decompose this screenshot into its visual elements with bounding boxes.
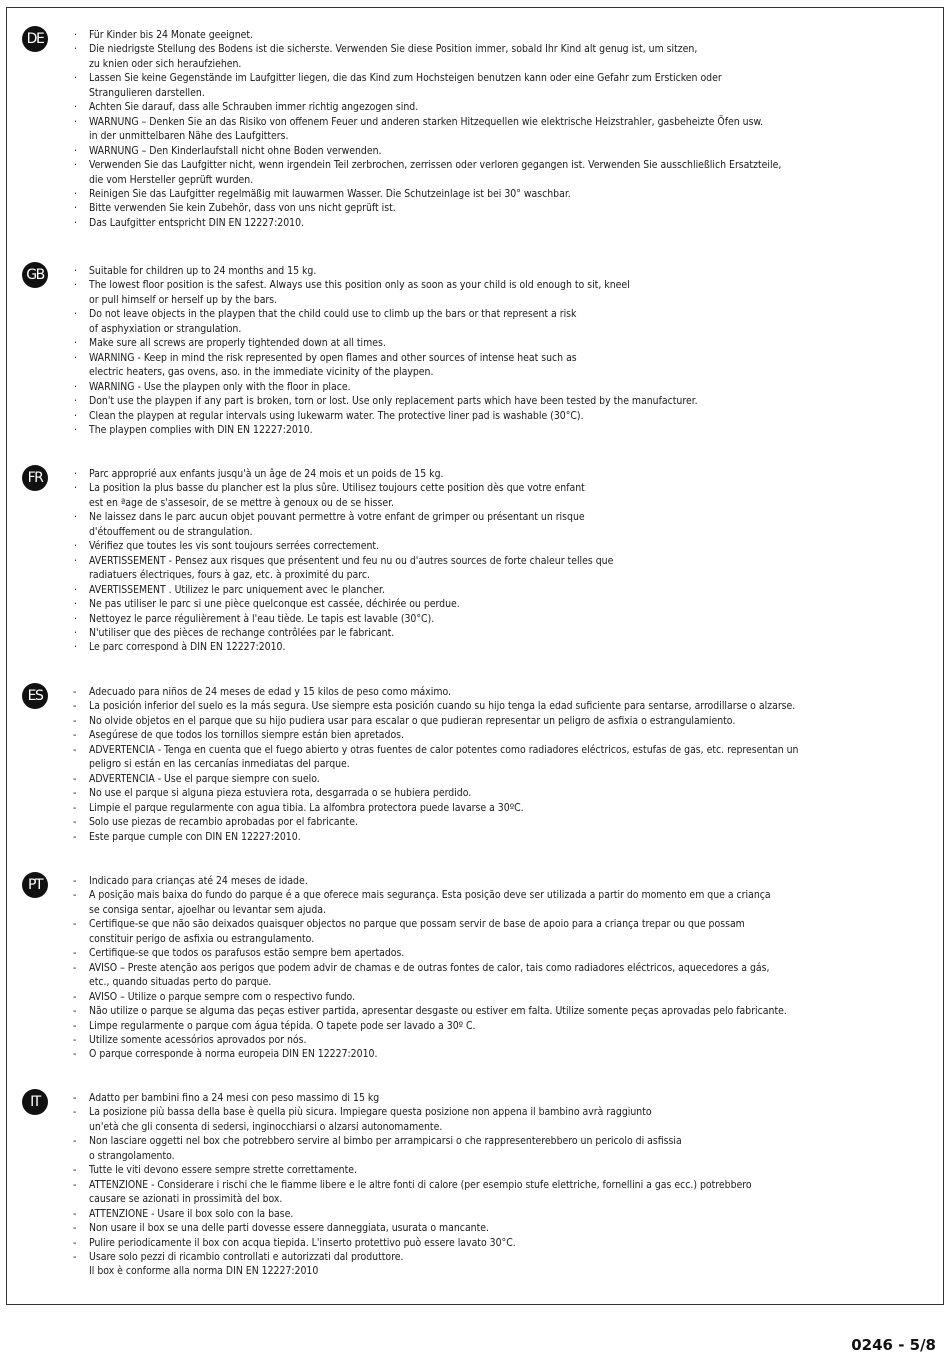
language-badge-fr: FR [22, 465, 48, 491]
instruction-list-pt [72, 874, 902, 1062]
language-badge-de: DE [22, 26, 48, 52]
list-item: · Für Kinder bis 24 Monate geeignet. [72, 28, 902, 42]
list-item: - Usare solo pezzi di ricambio controllati e autorizzati dal produttore. [72, 1250, 902, 1264]
list-item: - Adecuado para niños de 24 meses de edad y 15 kilos de peso como máximo. [72, 685, 902, 699]
list-item: · Die niedrigste Stellung des Bodens ist die sicherste. Verwenden Sie diese Position immer, sobald Ihr Kind alt genug ist, um sitzen, zu knien oder sich heraufziehen. [72, 42, 902, 71]
list-item: - La posizione più bassa della base è quella più sicura. Impiegare questa posizione non appena il bambino avrà raggiunto un'età che gli consenta di sedersi, inginocchiarsi o alzarsi autonomamente. [72, 1105, 902, 1134]
list-item: · WARNING - Keep in mind the risk represented by open flames and other sources of intense heat such as electric heaters, gas ovens, aso. in the immediate vicinity of the playpen. [72, 351, 902, 380]
list-item: - ATTENZIONE - Considerare i rischi che le fiamme libere e le altre fonti di calore (per esempio stufe elettriche, fornellini a gas ecc.) potrebbero causare se azionati in prossimità del box. [72, 1178, 902, 1207]
list-item: · WARNUNG – Den Kinderlaufstall nicht ohne Boden verwenden. [72, 144, 902, 158]
list-item: · WARNING - Use the playpen only with the floor in place. [72, 380, 902, 394]
list-item: - Tutte le viti devono essere sempre strette correttamente. [72, 1163, 902, 1177]
list-item: - Non usare il box se una delle parti dovesse essere danneggiata, usurata o mancante. [72, 1221, 902, 1235]
list-item: · N'utiliser que des pièces de rechange contrôlées par le fabricant. [72, 626, 902, 640]
instruction-list-gb [72, 264, 902, 437]
language-badge-pt: PT [22, 872, 48, 898]
list-item: - Certifique-se que todos os parafusos estão sempre bem apertados. [72, 946, 902, 960]
list-item: - ADVERTENCIA - Tenga en cuenta que el fuego abierto y otras fuentes de calor potentes como radiadores eléctricos, estufas de gas, etc. representan un peligro si están en las cercanías inmediatas del parque. [72, 743, 902, 772]
list-item: - Non lasciare oggetti nel box che potrebbero servire al bimbo per arrampicarsi o che rappresenterebbero un pericolo di asfissia o strangolamento. [72, 1134, 902, 1163]
list-item: - ATTENZIONE - Usare il box solo con la base. [72, 1207, 902, 1221]
list-item: - Asegúrese de que todos los tornillos siempre están bien apretados. [72, 728, 902, 742]
list-item: · Achten Sie darauf, dass alle Schrauben immer richtig angezogen sind. [72, 100, 902, 114]
list-item: · Bitte verwenden Sie kein Zubehör, dass von uns nicht geprüft ist. [72, 201, 902, 215]
language-badge-it: IT [22, 1089, 48, 1115]
list-item: · Das Laufgitter entspricht DIN EN 12227:2010. [72, 216, 902, 230]
list-item: · La position la plus basse du plancher est la plus sûre. Utilisez toujours cette position dès que votre enfant est en ªage de s'assesoir, de se mettre à genoux ou de se hisser. [72, 481, 902, 510]
list-item: - Pulire periodicamente il box con acqua tiepida. L'inserto protettivo può essere lavato 30°C. [72, 1236, 902, 1250]
list-item: - ADVERTENCIA - Use el parque siempre con suelo. [72, 772, 902, 786]
list-item: - Limpe regularmente o parque com água tépida. O tapete pode ser lavado a 30º C. [72, 1019, 902, 1033]
list-item: - Utilize somente acessórios aprovados por nós. [72, 1033, 902, 1047]
list-item: · Le parc correspond à DIN EN 12227:2010. [72, 640, 902, 654]
list-item: · Nettoyez le parce régulièrement à l'eau tiède. Le tapis est lavable (30°C). [72, 612, 902, 626]
instruction-list-fr [72, 467, 902, 655]
list-item: · Lassen Sie keine Gegenstände im Laufgitter liegen, die das Kind zum Hochsteigen benutzen kann oder eine Gefahr zum Ersticken oder Strangulieren darstellen. [72, 71, 902, 100]
list-item: · Suitable for children up to 24 months and 15 kg. [72, 264, 902, 278]
instruction-list-it [72, 1091, 902, 1279]
list-item: - Solo use piezas de recambio aprobadas por el fabricante. [72, 815, 902, 829]
list-item: - A posição mais baixa do fundo do parque é a que oferece mais segurança. Esta posição deve ser utilizada a partir do momento em que a criança se consiga sentar, ajoelhar ou levantar sem ajuda. [72, 888, 902, 917]
list-item: - Indicado para crianças até 24 meses de idade. [72, 874, 902, 888]
instruction-list-es [72, 685, 902, 844]
language-badge-gb: GB [22, 262, 48, 288]
list-item: · Parc approprié aux enfants jusqu'à un âge de 24 mois et un poids de 15 kg. [72, 467, 902, 481]
list-item: Il box è conforme alla norma DIN EN 12227:2010 [89, 1265, 319, 1278]
list-item: · The playpen complies with DIN EN 12227:2010. [72, 423, 902, 437]
list-item: - Limpie el parque regularmente con agua tibia. La alfombra protectora puede lavarse a 30ºC. [72, 801, 902, 815]
list-item: · Vérifiez que toutes les vis sont toujours serrées correctement. [72, 539, 902, 553]
list-item: · Do not leave objects in the playpen that the child could use to climb up the bars or that represent a risk of asphyxiation or strangulation. [72, 307, 902, 336]
instruction-list-de [72, 28, 902, 230]
list-item: · Ne laissez dans le parc aucun objet pouvant permettre à votre enfant de grimper ou présentant un risque d'étouffement ou de strangulation. [72, 510, 902, 539]
list-item: - AVISO – Preste atenção aos perigos que podem advir de chamas e de outras fontes de calor, tais como radiadores eléctricos, aquecedores a gás, etc., quando situadas perto do parque. [72, 961, 902, 990]
list-item: - Adatto per bambini fino a 24 mesi con peso massimo di 15 kg [72, 1091, 902, 1105]
list-item: - No olvide objetos en el parque que su hijo pudiera usar para escalar o que pudieran representar un peligro de asfixia o estrangulamiento. [72, 714, 902, 728]
list-item: - La posición inferior del suelo es la más segura. Use siempre esta posición cuando su hijo tenga la edad suficiente para sentarse, arrodillarse o alzarse. [72, 699, 902, 713]
list-item: · Ne pas utiliser le parc si une pièce quelconque est cassée, déchirée ou perdue. [72, 597, 902, 611]
list-item: - AVISO – Utilize o parque sempre com o respectivo fundo. [72, 990, 902, 1004]
list-item: · Reinigen Sie das Laufgitter regelmäßig mit lauwarmen Wasser. Die Schutzeinlage ist bei 30° waschbar. [72, 187, 902, 201]
page-number: 0246 - 5/8 [851, 1336, 936, 1354]
list-item: · The lowest floor position is the safest. Always use this position only as soon as your child is old enough to sit, kneel or pull himself or herself up by the bars. [72, 278, 902, 307]
list-item: - Este parque cumple con DIN EN 12227:2010. [72, 830, 902, 844]
list-item: - No use el parque si alguna pieza estuviera rota, desgarrada o se hubiera perdido. [72, 786, 902, 800]
list-item: - Certifique-se que não são deixados quaisquer objectos no parque que possam servir de base de apoio para a criança trepar ou que possam constituir perigo de asfixia ou estrangulamento. [72, 917, 902, 946]
list-item: · AVERTISSEMENT - Pensez aux risques que présentent und feu nu ou d'autres sources de forte chaleur telles que radiatuers électriques, fours à gaz, etc. à proximité du parc. [72, 554, 902, 583]
list-item: · Don't use the playpen if any part is broken, torn or lost. Use only replacement parts which have been tested by the manufacturer. [72, 394, 902, 408]
list-item: · Clean the playpen at regular intervals using lukewarm water. The protective liner pad is washable (30°C). [72, 409, 902, 423]
language-badge-es: ES [22, 683, 48, 709]
list-item: · WARNUNG – Denken Sie an das Risiko von offenem Feuer und anderen starken Hitzequellen wie elektrische Heizstrahler, gasbeheizte Öfen usw. in der unmittelbaren Nähe des Laufgitters. [72, 115, 902, 144]
list-item: · Verwenden Sie das Laufgitter nicht, wenn irgendein Teil zerbrochen, zerrissen oder verloren gegangen ist. Verwenden Sie ausschließlich Ersatzteile, die vom Hersteller geprüft wurden. [72, 158, 902, 187]
list-item: - Não utilize o parque se alguma das peças estiver partida, apresentar desgaste ou estiver em falta. Utilize somente peças aprovadas pelo fabricante. [72, 1004, 902, 1018]
list-item: · Make sure all screws are properly tightended down at all times. [72, 336, 902, 350]
list-item: · AVERTISSEMENT . Utilizez le parc uniquement avec le plancher. [72, 583, 902, 597]
list-item: - O parque corresponde à norma europeia DIN EN 12227:2010. [72, 1047, 902, 1061]
